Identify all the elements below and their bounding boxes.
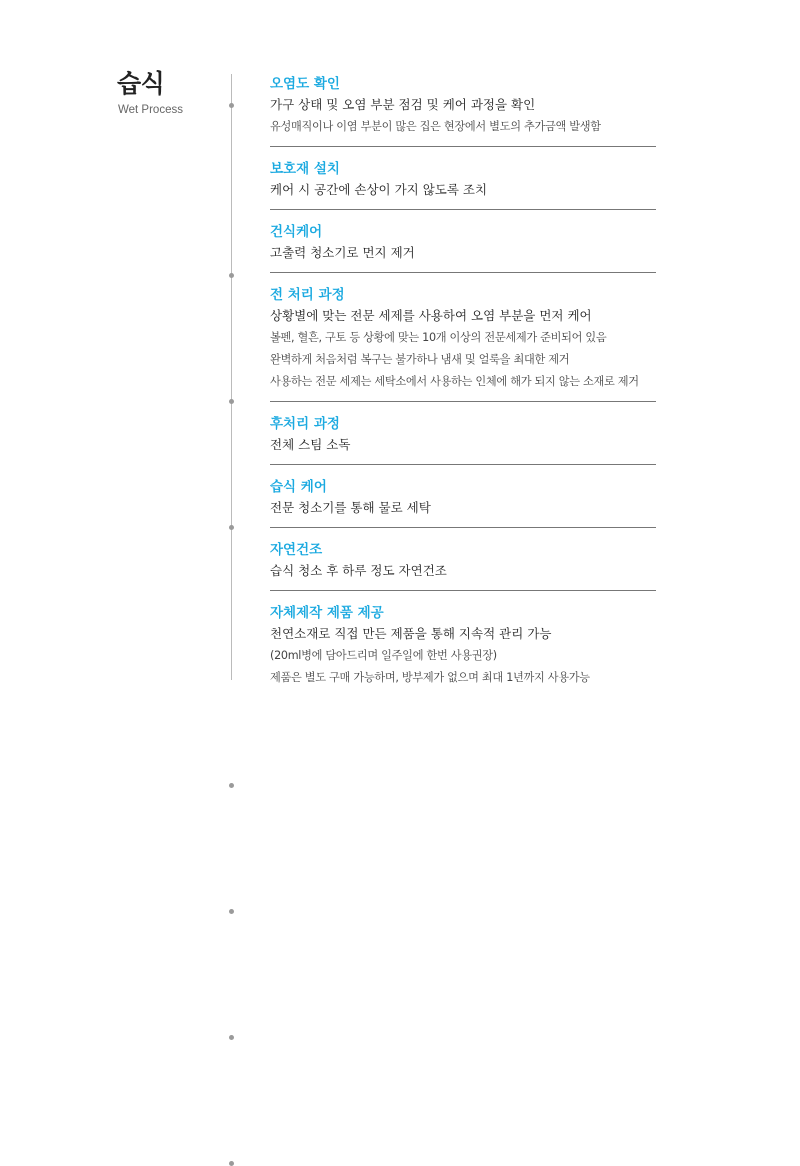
step-detail: 사용하는 전문 세제는 세탁소에서 사용하는 인체에 해가 되지 않는 소재로 제거 <box>270 375 639 388</box>
step-detail: 제품은 별도 구매 가능하며, 방부제가 없으며 최대 1년까지 사용가능 <box>270 671 590 684</box>
step-title: 오염도 확인 <box>270 76 340 92</box>
process-step <box>270 414 656 465</box>
step-description: 습식 청소 후 하루 정도 자연건조 <box>270 563 447 578</box>
step-description: 가구 상태 및 오염 부분 점검 및 케어 과정을 확인 <box>270 97 536 112</box>
step-detail: 볼펜, 혈흔, 구토 등 상황에 맞는 10개 이상의 전문세제가 준비되어 있음 <box>270 331 607 344</box>
step-title: 자체제작 제품 제공 <box>270 605 384 621</box>
step-detail: (20ml병에 담아드리며 일주일에 한번 사용권장) <box>270 649 497 662</box>
timeline-dot <box>229 783 234 788</box>
page-subtitle: Wet Process <box>118 104 183 116</box>
step-description: 고출력 청소기로 먼지 제거 <box>270 245 415 260</box>
process-step <box>270 603 656 697</box>
timeline-dot <box>229 1161 234 1166</box>
step-description: 케어 시 공간에 손상이 가지 않도록 조치 <box>270 182 488 197</box>
step-title: 건식케어 <box>270 224 323 240</box>
step-title: 자연건조 <box>270 542 323 558</box>
timeline-dot <box>229 103 234 108</box>
process-step <box>270 222 656 273</box>
timeline-dot <box>229 1035 234 1040</box>
timeline-line <box>231 74 232 680</box>
step-description: 천연소재로 직접 만든 제품을 통해 지속적 관리 가능 <box>270 626 552 641</box>
page-title: 습식 <box>117 69 165 98</box>
timeline-dot <box>229 909 234 914</box>
step-description: 전체 스팀 소독 <box>270 437 351 452</box>
step-title: 보호재 설치 <box>270 161 340 177</box>
process-step <box>270 159 656 210</box>
step-title: 후처리 과정 <box>270 416 340 432</box>
step-description: 상황별에 맞는 전문 세제를 사용하여 오염 부분을 먼저 케어 <box>270 308 592 323</box>
process-step <box>270 477 656 528</box>
step-title: 습식 케어 <box>270 479 327 495</box>
timeline-dot <box>229 399 234 404</box>
process-steps <box>270 74 656 697</box>
step-detail: 완벽하게 처음처럼 복구는 불가하나 냄새 및 얼룩을 최대한 제거 <box>270 353 570 366</box>
process-step <box>270 74 656 147</box>
step-description: 전문 청소기를 통해 물로 세탁 <box>270 500 431 515</box>
process-step <box>270 540 656 591</box>
step-detail: 유성매직이나 이염 부분이 많은 집은 현장에서 별도의 추가금액 발생함 <box>270 120 601 133</box>
step-title: 전 처리 과정 <box>270 287 345 303</box>
process-step <box>270 285 656 402</box>
timeline-dot <box>229 273 234 278</box>
timeline-dot <box>229 525 234 530</box>
